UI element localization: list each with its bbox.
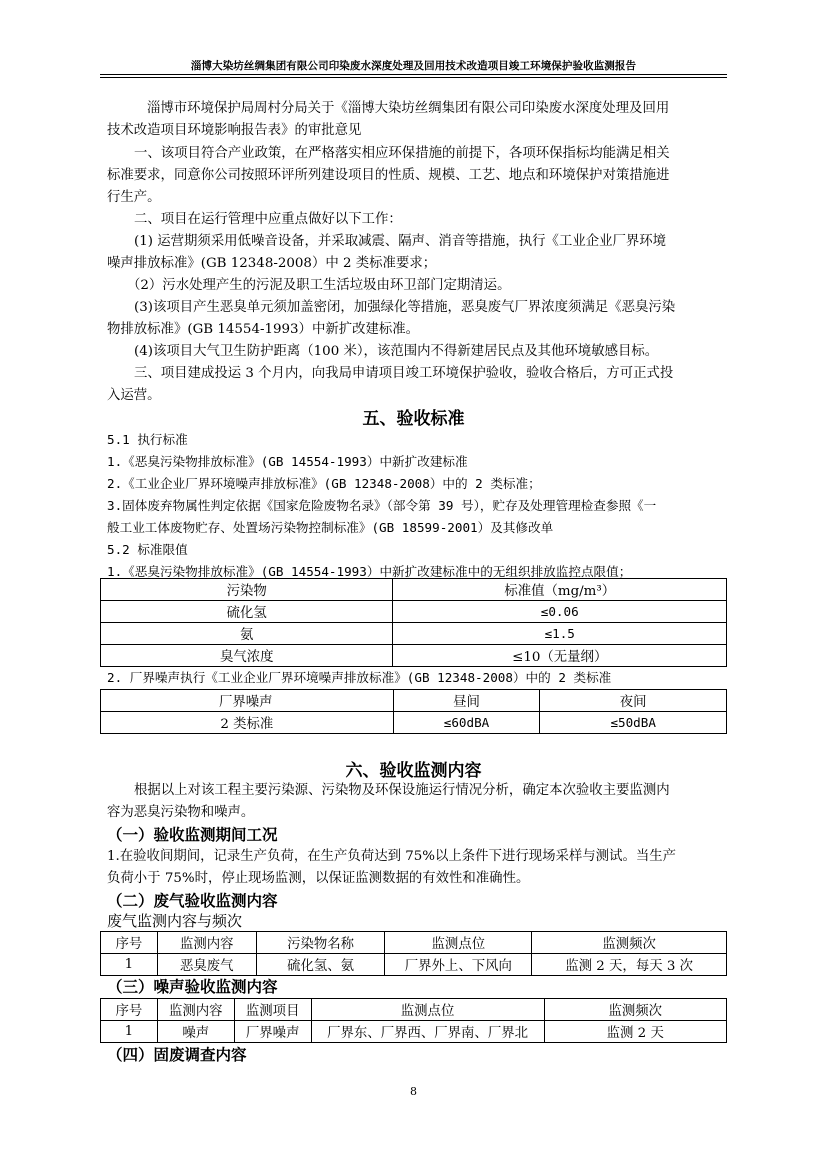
section5-1-item2: 2.《工业企业厂界环境噪声排放标准》(GB 12348-2008）中的 2 类标准；: [107, 476, 541, 491]
approval-item1-line2: 噪声排放标准》(GB 12348-2008）中 2 类标准要求；: [107, 256, 437, 271]
table-cell: ≤60dBA: [393, 712, 540, 734]
section5-1-item3-line1: 3.固体废弃物属性判定依据《国家危险废物名录》（部令第 39 号），贮存及处理管理检查参照《一: [107, 498, 657, 513]
table-header-cell: 污染物: [101, 579, 393, 601]
table-row: [101, 601, 727, 623]
table-cell: 2 类标准: [101, 712, 394, 734]
table-row: [101, 1021, 727, 1043]
table-header-cell: 监测频次: [532, 932, 727, 954]
table-header-cell: 序号: [101, 999, 158, 1021]
table-header-cell: 监测项目: [234, 999, 311, 1021]
section5-1-item3-line2: 般工业工体废物贮存、处置场污染物控制标准》(GB 18599-2001）及其修改单: [107, 520, 554, 535]
table-header-cell: 序号: [101, 932, 158, 954]
noise-standard-table: [100, 689, 727, 734]
approval-para3-line2: 入运营。: [107, 388, 161, 403]
header-rule-top: [100, 74, 727, 75]
section5-1-item1: 1.《恶臭污染物排放标准》(GB 14554-1993）中新扩改建标准: [107, 454, 468, 469]
approval-para1-line1: 一、该项目符合产业政策，在严格落实相应环保措施的前提下，各项环保指标均能满足相关: [134, 146, 670, 161]
approval-title-line1: 淄博市环境保护局周村分局关于《淄博大染坊丝绸集团有限公司印染废水深度处理及回用: [147, 101, 670, 116]
table-cell: 臭气浓度: [101, 645, 393, 667]
gas-table-caption: 废气监测内容与频次: [107, 912, 243, 930]
table-header-cell: 污染物名称: [256, 932, 385, 954]
table-row: [101, 623, 727, 645]
noise-monitoring-table: [100, 998, 727, 1043]
section6-sub1-heading: （一）验收监测期间工况: [107, 825, 278, 844]
table-cell: 硫化氢、氨: [256, 954, 385, 976]
section6-sub2-heading: （二）废气验收监测内容: [107, 891, 278, 910]
section6-intro-line2: 容为恶臭污染物和噪声。: [107, 805, 255, 820]
table-cell: 恶臭废气: [157, 954, 256, 976]
section5-1-title: 5.1 执行标准: [107, 432, 188, 447]
table-header-cell: 厂界噪声: [101, 690, 394, 712]
approval-item1-line1: (1) 运营期须采用低噪音设备，并采取减震、隔声、消音等措施，执行《工业企业厂界环境: [134, 234, 667, 249]
table-header-cell: 监测频次: [544, 999, 727, 1021]
approval-item4: (4)该项目大气卫生防护距离（100 米），该范围内不得新建居民点及其他环境敏感目标。: [134, 344, 659, 359]
table-header-cell: 监测点位: [385, 932, 532, 954]
table-cell: ≤10（无量纲）: [393, 645, 727, 667]
table-header-row: [101, 690, 727, 712]
approval-item3-line1: (3)该项目产生恶臭单元须加盖密闭，加强绿化等措施，恶臭废气厂界浓度须满足《恶臭污染: [134, 300, 676, 315]
table-cell: ≤1.5: [393, 623, 727, 645]
header-rule-bottom: [100, 77, 727, 78]
table-cell: 厂界噪声: [234, 1021, 311, 1043]
table-cell: 1: [101, 1021, 158, 1043]
table-cell: 硫化氢: [101, 601, 393, 623]
table-cell: 氨: [101, 623, 393, 645]
table-header-row: [101, 999, 727, 1021]
gas-monitoring-table: [100, 931, 727, 976]
section5-2-title: 5.2 标准限值: [107, 542, 188, 557]
table-header-cell: 昼间: [393, 690, 540, 712]
table-row: [101, 712, 727, 734]
running-header: 淄博大染坊丝绸集团有限公司印染废水深度处理及回用技术改造项目竣工环境保护验收监测报告: [190, 60, 637, 72]
table-cell: 监测 2 天: [544, 1021, 727, 1043]
section6-intro-line1: 根据以上对该工程主要污染源、污染物及环保设施运行情况分析，确定本次验收主要监测内: [134, 783, 670, 798]
section6-sub1-text-line1: 1.在验收间期间，记录生产负荷，在生产负荷达到 75%以上条件下进行现场采样与测试。当生产: [107, 849, 677, 864]
table-cell: 1: [101, 954, 158, 976]
table-row: [101, 645, 727, 667]
approval-para2: 二、项目在运行管理中应重点做好以下工作：: [134, 212, 402, 227]
table-header-cell: 夜间: [540, 690, 727, 712]
table-header-row: [101, 579, 727, 601]
page-number: 8: [410, 1085, 417, 1098]
table-row: [101, 954, 727, 976]
table-cell: ≤0.06: [393, 601, 727, 623]
table-header-cell: 标准值（mg/m³）: [393, 579, 727, 601]
approval-para1-line3: 行生产。: [107, 190, 161, 205]
section6-sub4-heading: （四）固废调查内容: [107, 1045, 247, 1064]
approval-para3-line1: 三、项目建成投运 3 个月内，向我局申请项目竣工环境保护验收，验收合格后，方可正式投: [134, 366, 674, 381]
section6-sub1-text-line2: 负荷小于 75%时，停止现场监测，以保证监测数据的有效性和准确性。: [107, 871, 530, 886]
table-header-row: [101, 932, 727, 954]
section6-heading: 六、验收监测内容: [345, 761, 482, 781]
odor-standard-table: [100, 578, 727, 667]
table-header-cell: 监测内容: [157, 932, 256, 954]
section6-sub3-heading: （三）噪声验收监测内容: [107, 977, 278, 996]
table-cell: 监测 2 天，每天 3 次: [532, 954, 727, 976]
table-header-cell: 监测内容: [157, 999, 234, 1021]
table-cell: 噪声: [157, 1021, 234, 1043]
table-cell: 厂界外上、下风向: [385, 954, 532, 976]
table-cell: 厂界东、厂界西、厂界南、厂界北: [311, 1021, 544, 1043]
section5-2-item1: 1.《恶臭污染物排放标准》(GB 14554-1993）中新扩改建标准中的无组织排放监控点限值；: [107, 564, 632, 579]
approval-item3-line2: 物排放标准》(GB 14554-1993）中新扩改建标准。: [107, 322, 420, 337]
approval-item2: （2）污水处理产生的污泥及职工生活垃圾由环卫部门定期清运。: [127, 278, 511, 293]
table-cell: ≤50dBA: [540, 712, 727, 734]
section5-heading: 五、验收标准: [362, 409, 465, 429]
approval-title-line2: 技术改造项目环境影响报告表》的审批意见: [107, 123, 362, 138]
approval-para1-line2: 标准要求，同意你公司按照环评所列建设项目的性质、规模、工艺、地点和环境保护对策措施进: [107, 168, 670, 183]
table-header-cell: 监测点位: [311, 999, 544, 1021]
section5-2-item2: 2. 厂界噪声执行《工业企业厂界环境噪声排放标准》(GB 12348-2008）中的 2 类标准: [107, 670, 612, 685]
